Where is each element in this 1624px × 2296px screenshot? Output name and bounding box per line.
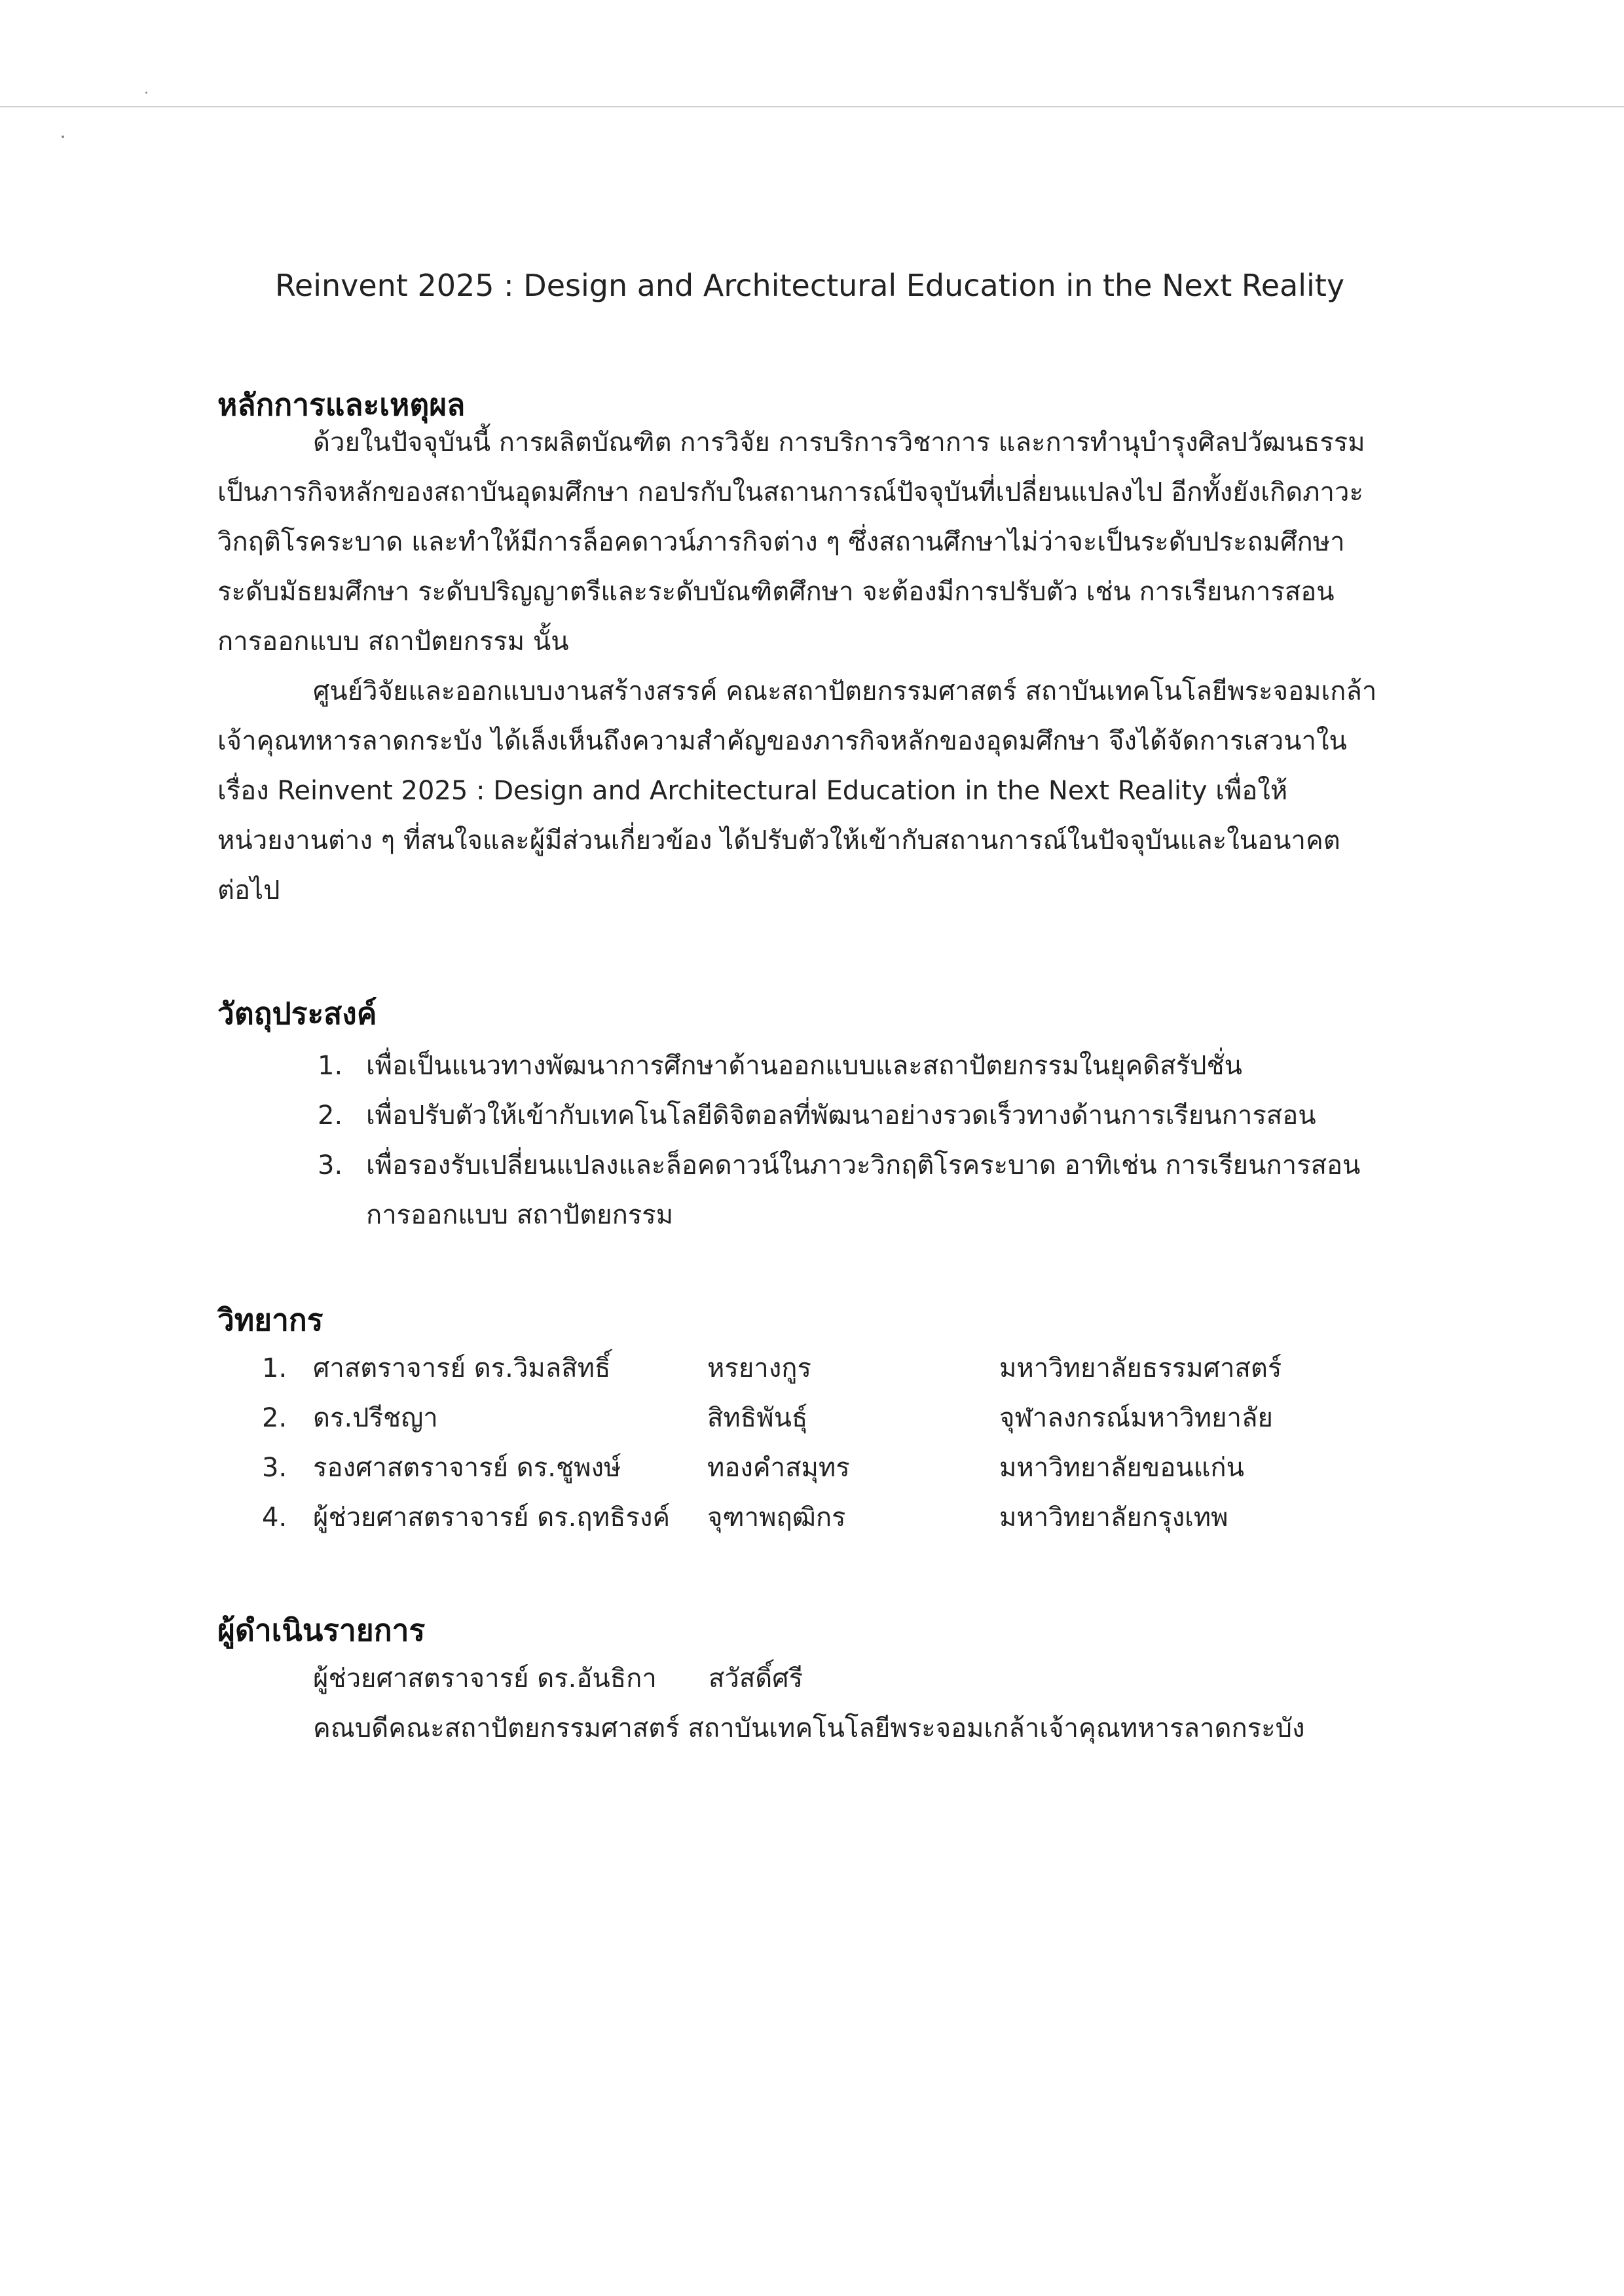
speaker-university: จุฬาลงกรณ์มหาวิทยาลัย <box>999 1403 1273 1433</box>
objective-text-continuation: การออกแบบ สถาปัตยกรรม <box>366 1200 674 1230</box>
objective-text: เพื่อปรับตัวให้เข้ากับเทคโนโลยีดิจิตอลที่พัฒนาอย่างรวดเร็วทางด้านการเรียนการสอน <box>366 1101 1316 1131</box>
speaker-number: 2. <box>262 1403 287 1433</box>
paragraph-line: ด้วยในปัจจุบันนี้ การผลิตบัณฑิต การวิจัย การบริการวิชาการ และการทำนุบำรุงศิลปวัฒนธรรม <box>313 428 1365 458</box>
scan-speck <box>62 136 64 138</box>
objective-number: 2. <box>318 1101 343 1131</box>
speaker-surname: หรยางกูร <box>707 1353 811 1383</box>
speaker-university: มหาวิทยาลัยธรรมศาสตร์ <box>999 1353 1282 1383</box>
moderator-heading: ผู้ดำเนินรายการ <box>217 1613 426 1648</box>
moderator-name <box>313 1654 803 1704</box>
objective-text: เพื่อรองรับเปลี่ยนแปลงและล็อคดาวน์ในภาวะวิกฤติโรคระบาด อาทิเช่น การเรียนการสอน <box>366 1150 1361 1180</box>
objective-item <box>318 1091 1316 1140</box>
objective-text: เพื่อเป็นแนวทางพัฒนาการศึกษาด้านออกแบบและสถาปัตยกรรมในยุคดิสรัปชั่น <box>366 1051 1242 1081</box>
paragraph-line: ระดับมัธยมศึกษา ระดับปริญญาตรีและระดับบัณฑิตศึกษา จะต้องมีการปรับตัว เช่น การเรียนการสอน <box>217 577 1335 607</box>
speaker-university: มหาวิทยาลัยกรุงเทพ <box>999 1503 1228 1533</box>
speaker-number: 3. <box>262 1453 287 1483</box>
paragraph-line: วิกฤติโรคระบาด และทำให้มีการล็อคดาวน์ภารกิจต่าง ๆ ซึ่งสถานศึกษาไม่ว่าจะเป็นระดับประถมศึกษา <box>217 527 1345 557</box>
speaker-name: รองศาสตราจารย์ ดร.ชูพงษ์ <box>313 1453 621 1483</box>
objective-item <box>318 1041 1242 1091</box>
paragraph-line: การออกแบบ สถาปัตยกรรม นั้น <box>217 627 569 657</box>
moderator-position: คณบดีคณะสถาปัตยกรรมศาสตร์ สถาบันเทคโนโลยีพระจอมเกล้าเจ้าคุณทหารลาดกระบัง <box>313 1713 1305 1743</box>
moderator-surname: สวัสดิ์ศรี <box>709 1664 803 1694</box>
objective-number: 1. <box>318 1051 343 1081</box>
scan-speck <box>145 92 147 94</box>
speaker-surname: ทองคำสมุทร <box>707 1453 850 1483</box>
speakers-heading: วิทยากร <box>217 1302 323 1338</box>
rationale-heading: หลักการและเหตุผล <box>217 387 466 422</box>
speaker-university: มหาวิทยาลัยขอนแก่น <box>999 1453 1244 1483</box>
paragraph-line: เป็นภารกิจหลักของสถาบันอุดมศึกษา กอปรกับในสถานการณ์ปัจจุบันที่เปลี่ยนแปลงไป อีกทั้งยังเกิดภาวะ <box>217 477 1363 507</box>
document-title: Reinvent 2025 : Design and Architectural Education in the Next Reality <box>275 268 1345 303</box>
speaker-name: ดร.ปรีชญา <box>313 1403 438 1433</box>
speaker-surname: สิทธิพันธุ์ <box>707 1403 808 1433</box>
paragraph-line: เรื่อง Reinvent 2025 : Design and Architectural Education in the Next Reality เพื่อให้ <box>217 776 1288 806</box>
objective-number: 3. <box>318 1150 343 1180</box>
objective-item <box>318 1140 1360 1190</box>
speaker-name: ศาสตราจารย์ ดร.วิมลสิทธิ์ <box>313 1353 611 1383</box>
paragraph-line: หน่วยงานต่าง ๆ ที่สนใจและผู้มีส่วนเกี่ยวข้อง ได้ปรับตัวให้เข้ากับสถานการณ์ในปัจจุบันและในอนาคต <box>217 826 1340 856</box>
scan-edge-line <box>0 106 1624 107</box>
speaker-name: ผู้ช่วยศาสตราจารย์ ดร.ฤทธิรงค์ <box>313 1503 671 1533</box>
paragraph-line: เจ้าคุณทหารลาดกระบัง ได้เล็งเห็นถึงความสำคัญของภารกิจหลักของอุดมศึกษา จึงได้จัดการเสวนาใน <box>217 726 1347 756</box>
speaker-number: 4. <box>262 1503 287 1533</box>
speaker-surname: จุฑาพฤฒิกร <box>707 1503 846 1533</box>
paragraph-line: ศูนย์วิจัยและออกแบบงานสร้างสรรค์ คณะสถาปัตยกรรมศาสตร์ สถาบันเทคโนโลยีพระจอมเกล้า <box>313 676 1377 706</box>
moderator-first-name: ผู้ช่วยศาสตราจารย์ ดร.อันธิกา <box>313 1664 657 1694</box>
speaker-number: 1. <box>262 1353 287 1383</box>
objectives-heading: วัตถุประสงค์ <box>217 996 377 1031</box>
paragraph-line: ต่อไป <box>217 875 280 905</box>
